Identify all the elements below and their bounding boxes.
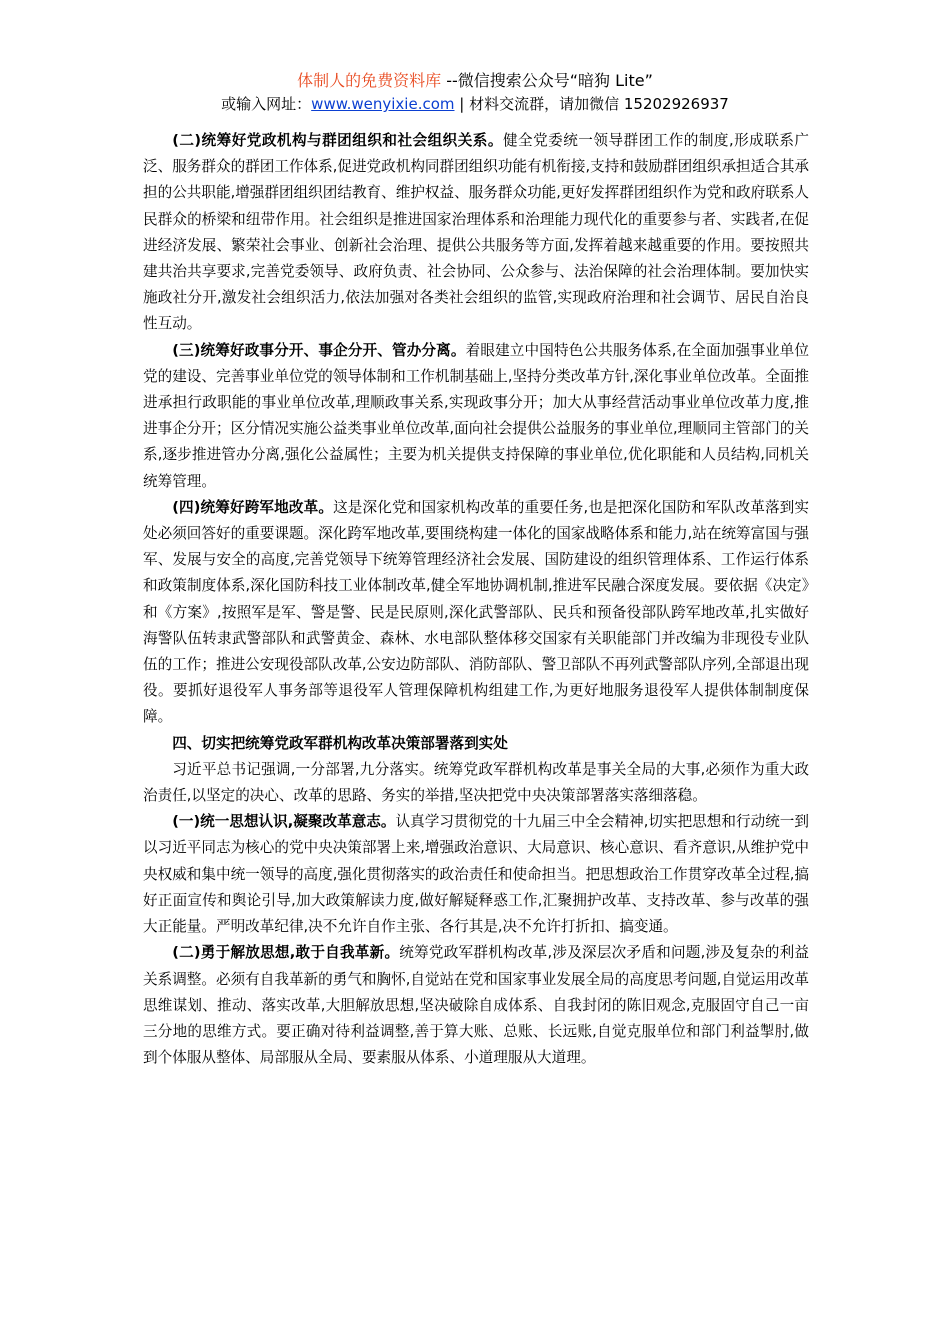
paragraph-text: 这是深化党和国家机构改革的重要任务,也是把深化国防和军队改革落到实处必须回答好的重要课题。深化跨军地改革,要围绕构建一体化的国家战略体系和能力,站在统筹富国与强军、发展与安全的高度,完善党领导下统筹管理经济社会发展、国防建设的组织管理体系、工作运行体系和政策制度体系,深化国防科技工业体制改革,健全军地协调机制,推进军民融合深度发展。要依据《决定》和《方案》,按照军是军、警是警、民是民原则,深化武警部队、民兵和预备役部队跨军地改革,扎实做好海警队伍转隶武警部队和武警黄金、森林、水电部队整体移交国家有关职能部门并改编为非现役专业队伍的工作；推进公安现役部队改革,公安边防部队、消防部队、警卫部队不再列武警部队序列,全部退出现役。要抓好退役军人事务部等退役军人管理保障机构组建工作,为更好地服务退役军人提供体制制度保障。 [143, 498, 810, 726]
paragraph-military-civil [143, 495, 809, 731]
header-promo-line [0, 70, 950, 92]
paragraph-public-institutions [143, 338, 809, 495]
header-site-link[interactable]: www.wenyixie.com [311, 95, 455, 113]
header-contact-line [0, 93, 950, 115]
header-contact: 材料交流群，请加微信 15202926937 [469, 95, 729, 113]
paragraph-heading: (三)统筹好政事分开、事企分开、管办分离。 [172, 341, 466, 359]
paragraph-unify-thinking [143, 809, 809, 940]
paragraph-heading: (一)统一思想认识,凝聚改革意志。 [172, 813, 396, 831]
paragraph-text: 认真学习贯彻党的十九届三中全会精神,切实把思想和行动统一到以习近平同志为核心的党中央决策部署上来,增强政治意识、大局意识、核心意识、看齐意识,从维护党中央权威和集中统一领导的高度,强化贯彻落实的政治责任和使命担当。把思想政治工作贯穿改革全过程,搞好正面宣传和舆论引导,加大政策解读力度,做好解疑释惑工作,汇聚拥护改革、支持改革、参与改革的强大正能量。严明改革纪律,决不允许自作主张、各行其是,决不允许打折扣、搞变通。 [143, 813, 810, 936]
header-site-label: 或输入网址： [221, 95, 312, 113]
document-body [143, 128, 809, 1071]
page-header [0, 70, 950, 115]
paragraph-text: 习近平总书记强调,一分部署,九分落实。统筹党政军群机构改革是事关全局的大事,必须作为重大政治责任,以坚定的决心、改革的思路、务实的举措,坚决把党中央决策部署落实落细落稳。 [143, 760, 809, 805]
paragraph-text: 健全党委统一领导群团工作的制度,形成联系广泛、服务群众的群团工作体系,促进党政机构同群团组织功能有机衔接,支持和鼓励群团组织承担适合其承担的公共职能,增强群团组织团结教育、维护权益、服务群众功能,更好发挥群团组织作为党和政府联系人民群众的桥梁和纽带作用。社会组织是推进国家治理体系和治理能力现代化的重要参与者、实践者,在促进经济发展、繁荣社会事业、创新社会治理、提供公共服务等方面,发挥着越来越重要的作用。要按照共建共治共享要求,完善党委领导、政府负责、社会协同、公众参与、法治保障的社会治理体制。要加快实施政社分开,激发社会组织活力,依法加强对各类社会组织的监管,实现政府治理和社会调节、居民自治良性互动。 [143, 132, 810, 333]
paragraph-implementation-intro [143, 757, 809, 809]
paragraph-text: 统筹党政军群机构改革,涉及深层次矛盾和问题,涉及复杂的利益关系调整。必须有自我革新的勇气和胸怀,自觉站在党和国家事业发展全局的高度思考问题,自觉运用改革思维谋划、推动、落实改革,大胆解放思想,坚决破除自成体系、自我封闭的陈旧观念,克服固守自己一亩三分地的思维方式。要正确对待利益调整,善于算大账、总账、长远账,自觉克服单位和部门利益掣肘,做到个体服从整体、局部服从全局、要素服从体系、小道理服从大道理。 [143, 944, 810, 1067]
paragraph-heading: (二)勇于解放思想,敢于自我革新。 [172, 944, 400, 962]
header-brand: 体制人的免费资料库 [297, 71, 442, 90]
paragraph-heading: (二)统筹好党政机构与群团组织和社会组织关系。 [172, 132, 503, 149]
section-heading: 四、切实把统筹党政军群机构改革决策部署落到实处 [172, 734, 508, 752]
header-separator: | [454, 95, 470, 113]
header-promo: --微信搜索公众号“暗狗 Lite” [446, 71, 653, 90]
paragraph-heading: (四)统筹好跨军地改革。 [172, 498, 334, 516]
paragraph-party-mass-orgs [143, 128, 809, 338]
paragraph-text: 着眼建立中国特色公共服务体系,在全面加强事业单位党的建设、完善事业单位党的领导体制和工作机制基础上,坚持分类改革方针,深化事业单位改革。全面推进承担行政职能的事业单位改革,理顺政事关系,实现政事分开；加大从事经营活动事业单位改革力度,推进事企分开；区分情况实施公益类事业单位改革,面向社会提供公益服务的事业单位,理顺同主管部门的关系,逐步推进管办分离,强化公益属性；主要为机关提供支持保障的事业单位,优化职能和人员结构,同机关统筹管理。 [143, 341, 810, 490]
paragraph-self-reform [143, 940, 809, 1071]
